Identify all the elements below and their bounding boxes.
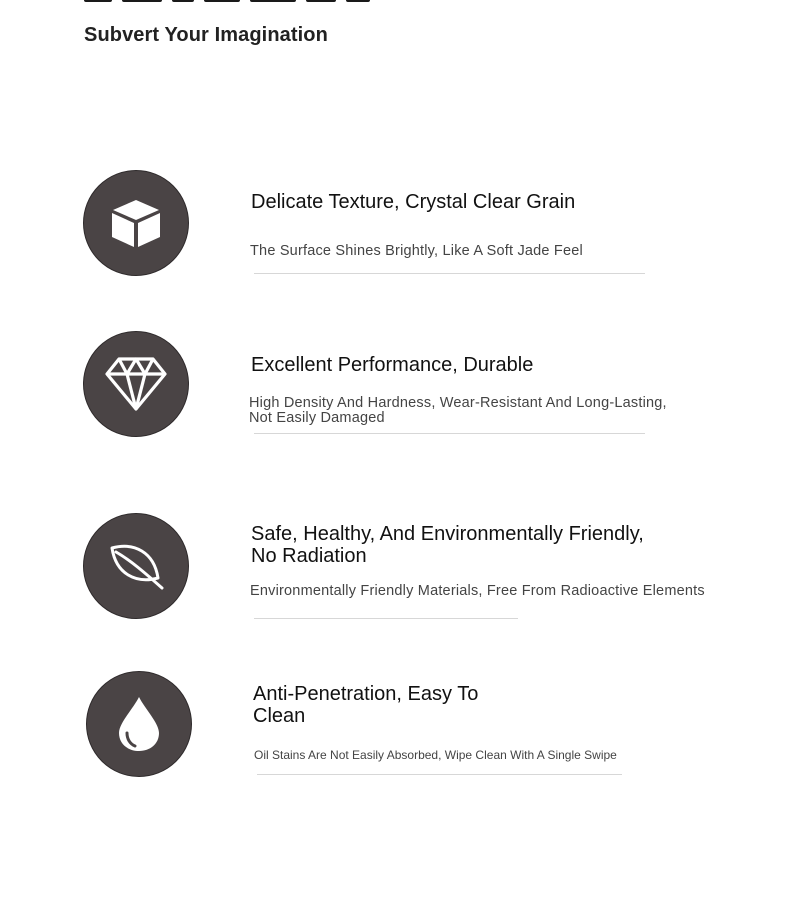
feature-icon-badge <box>86 671 192 777</box>
feature-divider <box>254 433 645 434</box>
feature-title: Safe, Healthy, And Environmentally Friendly, No Radiation <box>251 523 644 567</box>
feature-description: The Surface Shines Brightly, Like A Soft Jade Feel <box>250 243 583 259</box>
feature-divider <box>257 774 622 775</box>
cube-icon <box>109 196 163 250</box>
feature-icon-badge <box>83 513 189 619</box>
feature-title: Excellent Performance, Durable <box>251 354 534 376</box>
feature-description: Environmentally Friendly Materials, Free From Radioactive Elements <box>250 583 705 599</box>
feature-icon-badge <box>83 170 189 276</box>
diamond-icon <box>103 355 169 413</box>
feature-title: Delicate Texture, Crystal Clear Grain <box>251 191 576 213</box>
feature-description: High Density And Hardness, Wear-Resistant And Long-Lasting, Not Easily Damaged <box>249 395 667 426</box>
page-subtitle: Subvert Your Imagination <box>84 24 328 46</box>
leaf-icon <box>106 540 166 592</box>
feature-divider <box>254 273 645 274</box>
feature-description: Oil Stains Are Not Easily Absorbed, Wipe Clean With A Single Swipe <box>254 748 617 762</box>
feature-icon-badge <box>83 331 189 437</box>
feature-title: Anti-Penetration, Easy To Clean <box>253 683 479 727</box>
feature-divider <box>254 618 518 619</box>
water-drop-icon <box>115 695 163 753</box>
cropped-heading-fragment <box>84 0 464 4</box>
